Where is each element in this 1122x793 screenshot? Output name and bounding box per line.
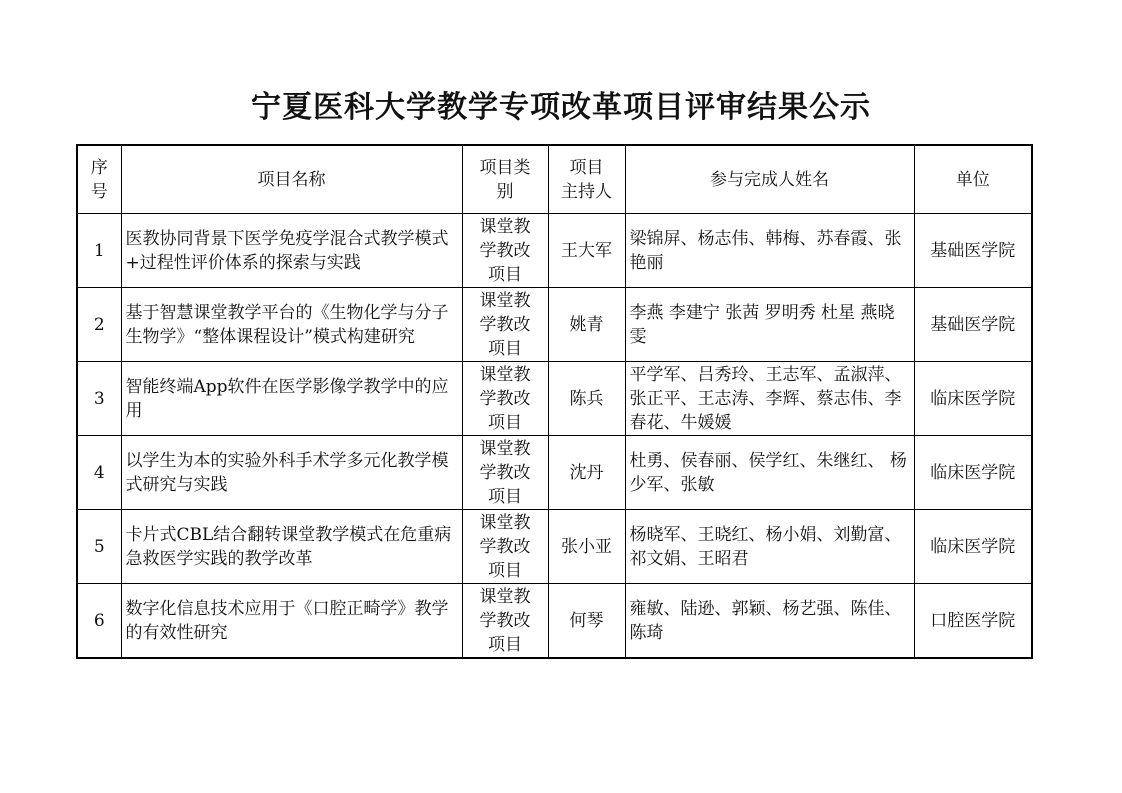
- header-unit: 单位: [914, 145, 1032, 214]
- row-unit: 基础医学院: [914, 214, 1032, 288]
- table-row: [77, 510, 1032, 584]
- page-title: 宁夏医科大学教学专项改革项目评审结果公示: [251, 90, 871, 125]
- row-category: 课堂教 学教改 项目: [462, 362, 548, 436]
- row-project-name: 基于智慧课堂教学平台的《生物化学与分子生物学》“整体课程设计”模式构建研究: [121, 288, 462, 362]
- row-category: 课堂教 学教改 项目: [462, 584, 548, 659]
- row-members: 梁锦屏、杨志伟、韩梅、苏春霞、张艳丽: [625, 214, 914, 288]
- table-row: [77, 436, 1032, 510]
- row-index: 3: [77, 362, 121, 436]
- results-table: [76, 144, 1033, 659]
- row-index: 6: [77, 584, 121, 659]
- table-row: [77, 362, 1032, 436]
- row-project-name: 卡片式CBL结合翻转课堂教学模式在危重病急救医学实践的教学改革: [121, 510, 462, 584]
- row-index: 1: [77, 214, 121, 288]
- row-members: 平学军、吕秀玲、王志军、孟淑萍、张正平、王志涛、李辉、蔡志伟、李春花、牛媛媛: [625, 362, 914, 436]
- row-leader: 沈丹: [548, 436, 625, 510]
- row-leader: 张小亚: [548, 510, 625, 584]
- row-unit: 基础医学院: [914, 288, 1032, 362]
- row-members: 杨晓军、王晓红、杨小娟、刘勤富、祁文娟、王昭君: [625, 510, 914, 584]
- row-leader: 姚青: [548, 288, 625, 362]
- row-project-name: 以学生为本的实验外科手术学多元化教学模式研究与实践: [121, 436, 462, 510]
- row-unit: 口腔医学院: [914, 584, 1032, 659]
- table-row: [77, 584, 1032, 659]
- row-members: 李燕 李建宁 张茜 罗明秀 杜星 燕晓雯: [625, 288, 914, 362]
- row-index: 5: [77, 510, 121, 584]
- row-category: 课堂教 学教改 项目: [462, 510, 548, 584]
- row-index: 2: [77, 288, 121, 362]
- row-members: 雍敏、陆逊、郭颖、杨艺强、陈佳、陈琦: [625, 584, 914, 659]
- row-project-name: 医教协同背景下医学免疫学混合式教学模式+过程性评价体系的探索与实践: [121, 214, 462, 288]
- row-leader: 王大军: [548, 214, 625, 288]
- row-category: 课堂教 学教改 项目: [462, 436, 548, 510]
- table-row: [77, 288, 1032, 362]
- row-category: 课堂教 学教改 项目: [462, 214, 548, 288]
- row-project-name: 智能终端App软件在医学影像学教学中的应用: [121, 362, 462, 436]
- row-members: 杜勇、侯春丽、侯学红、朱继红、 杨少军、张敏: [625, 436, 914, 510]
- header-members: 参与完成人姓名: [625, 145, 914, 214]
- row-unit: 临床医学院: [914, 436, 1032, 510]
- header-leader: 项目 主持人: [548, 145, 625, 214]
- row-leader: 陈兵: [548, 362, 625, 436]
- header-index: 序 号: [77, 145, 121, 214]
- row-unit: 临床医学院: [914, 362, 1032, 436]
- header-project-name: 项目名称: [121, 145, 462, 214]
- row-category: 课堂教 学教改 项目: [462, 288, 548, 362]
- row-leader: 何琴: [548, 584, 625, 659]
- row-project-name: 数字化信息技术应用于《口腔正畸学》教学的有效性研究: [121, 584, 462, 659]
- header-category: 项目类 别: [462, 145, 548, 214]
- table-row: [77, 214, 1032, 288]
- row-unit: 临床医学院: [914, 510, 1032, 584]
- row-index: 4: [77, 436, 121, 510]
- header-row: [77, 145, 1032, 214]
